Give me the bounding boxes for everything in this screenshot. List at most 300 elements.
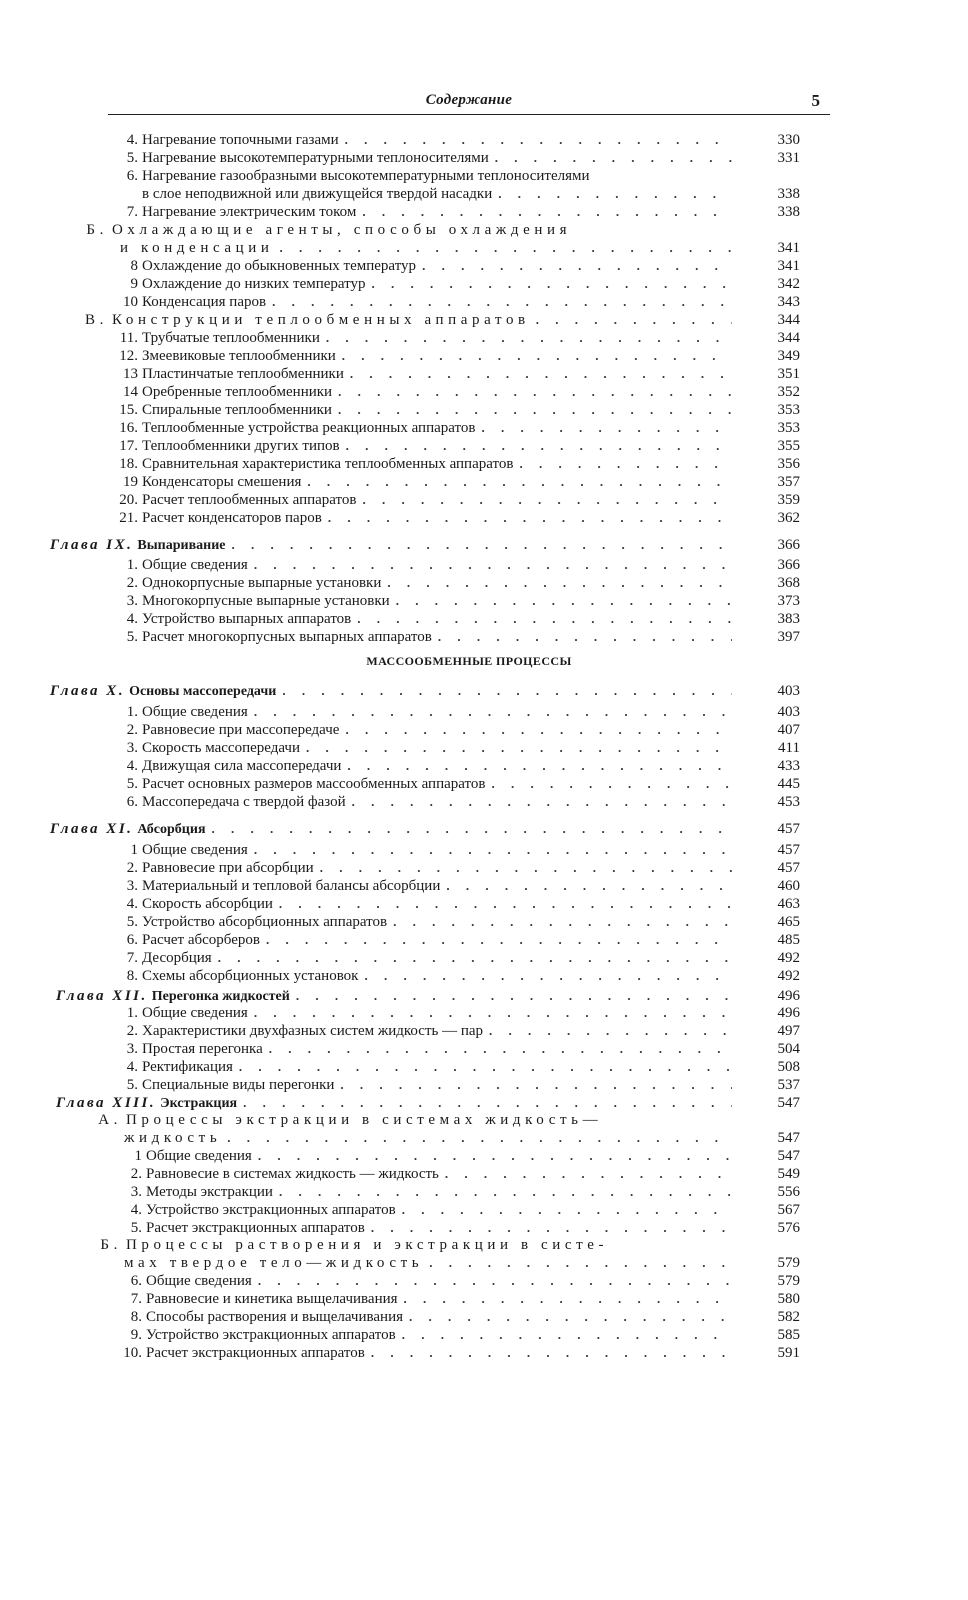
entry-title-continuation: в слое неподвижной или движущейся твердой насадки [142,186,493,202]
toc-entry-row [108,913,800,931]
entry-page-number: 366 [777,537,800,553]
dot-leader [371,1344,732,1362]
entry-number: 3. [126,1041,138,1057]
entry-page-number: 463 [777,896,800,912]
entry-number: 21. [119,510,138,526]
dot-leader [345,131,732,149]
dot-leader [404,1290,732,1308]
entry-number: 5. [130,1220,142,1236]
toc-entry-continuation [124,1254,800,1272]
entry-title: Спиральные теплообменники [142,402,332,418]
entry-number: 20. [119,492,138,508]
entry-title: Ректификация [142,1059,233,1075]
toc-entry-row [108,793,800,811]
toc-entry-row [108,1058,800,1076]
entry-number: 1 [130,842,138,858]
dot-leader [393,913,732,931]
entry-title: Общие сведения [142,842,248,858]
chapter-label: Глава X. [50,683,126,699]
entry-title: Экстракция [160,1096,238,1111]
dot-leader [338,383,732,401]
entry-number: 12. [119,348,138,364]
toc-entry-row [108,775,800,793]
toc-entry-row [112,1308,800,1326]
entry-page-number: 496 [777,1005,800,1021]
dot-leader [536,311,732,329]
entry-page-number: 508 [777,1059,800,1075]
entry-title: Охлаждение до низких температур [142,276,366,292]
entry-number: 10 [123,294,138,310]
toc-entry-row [108,149,800,167]
toc-chapter-row [56,987,800,1005]
entry-title: Процессы растворения и экстракции в систе- [126,1237,609,1253]
entry-page-number: 351 [777,366,800,382]
toc-entry-row [100,365,800,383]
entry-page-number: 403 [777,683,800,699]
entry-page-number: 457 [777,860,800,876]
dot-leader [350,365,732,383]
entry-page-number: 547 [777,1148,800,1164]
dot-leader [446,877,732,895]
dot-leader [489,1022,732,1040]
dot-leader [338,401,732,419]
entry-number: 4. [130,1202,142,1218]
entry-title: Конструкции теплообменных аппаратов [112,312,530,328]
entry-title: Абсорбция [137,822,206,837]
entry-number: 6. [130,1273,142,1289]
toc-entry-row [108,703,800,721]
dot-leader [279,1183,732,1201]
dot-leader [345,721,732,739]
entry-number: 6. [126,794,138,810]
toc-entry-row [108,1004,800,1022]
entry-page-number: 355 [777,438,800,454]
dot-leader [396,592,732,610]
toc-entry-row [108,257,800,275]
entry-number: 8. [126,968,138,984]
entry-title: Оребренные теплообменники [142,384,333,400]
entry-number: 2. [126,722,138,738]
toc-entry-row [108,931,800,949]
entry-number: 1. [126,704,138,720]
entry-title: Общие сведения [142,1005,248,1021]
toc-entry-row [112,1326,800,1344]
entry-title: Нагревание топочными газами [142,132,339,148]
entry-title: Скорость абсорбции [142,896,273,912]
dot-leader [495,149,732,167]
dot-leader [409,1308,732,1326]
entry-title: Общие сведения [146,1273,252,1289]
entry-page-number: 411 [778,740,800,756]
entry-number: 2. [126,860,138,876]
toc-entry-row [112,1344,800,1362]
entry-number: 17. [119,438,138,454]
entry-number: Б. [100,1237,122,1253]
entry-number: 9 [130,276,138,292]
entry-page-number: 344 [777,312,800,328]
dot-leader [320,859,732,877]
toc-entry-row [96,1111,738,1129]
running-header [108,90,830,115]
entry-page-number: 373 [777,593,800,609]
entry-page-number: 362 [777,510,800,526]
entry-page-number: 356 [777,456,800,472]
toc-entry-row [112,1183,800,1201]
entry-number: 7. [126,204,138,220]
entry-title-continuation: жидкость [124,1130,222,1146]
entry-page-number: 338 [777,204,800,220]
toc-entry-row [112,1147,800,1165]
entry-page-number: 338 [777,186,800,202]
entry-page-number: 465 [777,914,800,930]
entry-number: 18. [119,456,138,472]
entry-number: 4. [126,1059,138,1075]
entry-page-number: 341 [777,258,800,274]
entry-title: Устройство абсорбционных аппаратов [142,914,388,930]
entry-number: 3. [130,1184,142,1200]
entry-number: 6. [126,168,138,184]
dot-leader [340,1076,732,1094]
toc-entry-row [100,473,800,491]
entry-title: Расчет теплообменных аппаратов [142,492,357,508]
entry-number: 5. [126,150,138,166]
toc-entry-row [108,131,800,149]
entry-number: 5. [126,914,138,930]
entry-number: 2. [130,1166,142,1182]
dot-leader [239,1058,732,1076]
entry-title: Общие сведения [142,557,248,573]
entry-number: 14 [123,384,138,400]
dot-leader [258,1272,732,1290]
toc-entry-row [108,1022,800,1040]
entry-number: 5. [126,776,138,792]
entry-title: Характеристики двухфазных систем жидкость — пар [142,1023,484,1039]
toc-entry-row [112,1201,800,1219]
entry-title: Общие сведения [146,1148,252,1164]
entry-title: Конденсаторы смешения [142,474,302,490]
entry-page-number: 352 [777,384,800,400]
entry-title: Основы массопередачи [129,684,277,699]
section-heading: МАССООБМЕННЫЕ ПРОЦЕССЫ [366,654,572,668]
dot-leader [372,275,732,293]
entry-title: Однокорпусные выпарные установки [142,575,382,591]
toc-entry-row [108,1076,800,1094]
dot-leader [296,987,732,1005]
toc-entry-row [100,437,800,455]
entry-number: В. [85,312,108,328]
entry-page-number: 556 [777,1184,800,1200]
toc-entry-row [112,1272,800,1290]
entry-page-number: 547 [777,1095,800,1111]
toc-entry-row [100,347,800,365]
dot-leader [491,775,732,793]
entry-number: 1. [126,557,138,573]
entry-page-number: 457 [777,842,800,858]
toc-entry-row [108,739,800,757]
entry-number: 7. [130,1291,142,1307]
toc-entry-continuation [124,1129,800,1147]
entry-page-number: 582 [777,1309,800,1325]
dot-leader [498,185,732,203]
chapter-label: Глава XII. [56,988,148,1004]
toc-entry-row [108,592,800,610]
entry-number: 3. [126,878,138,894]
entry-title: Расчет основных размеров массообменных аппаратов [142,776,486,792]
entry-page-number: 342 [777,276,800,292]
toc-entry-row [112,1290,800,1308]
entry-title: Охлаждающие агенты, способы охлаждения [112,222,572,238]
dot-leader [352,793,732,811]
dot-leader [227,1129,732,1147]
entry-page-number: 397 [777,629,800,645]
entry-title: Расчет абсорберов [142,932,260,948]
dot-leader [328,509,732,527]
dot-leader [357,610,732,628]
entry-page-number: 579 [777,1255,800,1271]
toc-entry-row [100,419,800,437]
dot-leader [282,682,732,700]
entry-number: 8 [130,258,138,274]
toc-entry-row [108,841,800,859]
entry-page-number: 504 [777,1041,800,1057]
dot-leader [254,556,732,574]
toc-chapter-row [56,1094,800,1112]
dot-leader [445,1165,732,1183]
toc-entry-row [108,167,738,185]
dot-leader [307,473,732,491]
entry-page-number: 383 [777,611,800,627]
entry-page-number: 330 [777,132,800,148]
dot-leader [269,1040,732,1058]
entry-title: Конденсация паров [142,294,267,310]
chapter-label: Глава XI. [50,821,134,837]
entry-number: 1. [126,1005,138,1021]
toc-entry-continuation [142,185,800,203]
entry-title: Устройство выпарных аппаратов [142,611,352,627]
dot-leader [272,293,732,311]
dot-leader [326,329,732,347]
entry-number: 6. [126,932,138,948]
toc-entry-row [82,221,738,239]
entry-title: Способы растворения и выщелачивания [146,1309,403,1325]
entry-title: Многокорпусные выпарные установки [142,593,390,609]
toc-entry-row [100,491,800,509]
dot-leader [232,536,732,554]
entry-title: Нагревание высокотемпературными теплоносителями [142,150,489,166]
entry-title: Выпаривание [137,538,226,553]
entry-title: Нагревание газообразными высокотемпературными теплоносителями [142,168,590,184]
entry-number: 1 [134,1148,142,1164]
entry-number: 5. [126,629,138,645]
toc-entry-row [108,949,800,967]
dot-leader [254,1004,732,1022]
entry-page-number: 341 [777,240,800,256]
entry-title: Перегонка жидкостей [151,989,290,1004]
entry-page-number: 547 [777,1130,800,1146]
entry-page-number: 580 [777,1291,800,1307]
toc-entry-row [108,721,800,739]
dot-leader [402,1326,732,1344]
entry-title: Равновесие и кинетика выщелачивания [146,1291,398,1307]
entry-page-number: 453 [777,794,800,810]
entry-title-continuation: и конденсации [120,240,274,256]
entry-number: 4. [126,758,138,774]
entry-page-number: 579 [777,1273,800,1289]
entry-page-number: 585 [777,1327,800,1343]
dot-leader [266,931,732,949]
entry-page-number: 485 [777,932,800,948]
entry-title: Методы экстракции [146,1184,273,1200]
entry-title: Материальный и тепловой балансы абсорбции [142,878,441,894]
dot-leader [306,739,732,757]
entry-page-number: 457 [777,821,800,837]
entry-number: 2. [126,575,138,591]
entry-number: 5. [126,1077,138,1093]
entry-page-number: 549 [777,1166,800,1182]
dot-leader [279,895,732,913]
entry-number: 4. [126,611,138,627]
toc-chapter-row [50,536,800,554]
entry-page-number: 537 [777,1077,800,1093]
entry-page-number: 567 [777,1202,800,1218]
entry-title: Специальные виды перегонки [142,1077,335,1093]
entry-title: Нагревание электрическим током [142,204,357,220]
toc-entry-row [108,859,800,877]
dot-leader [402,1201,732,1219]
entry-title: Теплообменные устройства реакционных аппаратов [142,420,476,436]
dot-leader [218,949,732,967]
entry-number: 4. [126,896,138,912]
toc-entry-continuation [120,239,800,257]
toc-entry-row [96,1236,738,1254]
entry-number: 7. [126,950,138,966]
entry-number: 8. [130,1309,142,1325]
chapter-label: Глава IX. [50,537,134,553]
toc-entry-row [108,967,800,985]
entry-title: Общие сведения [142,704,248,720]
entry-page-number: 591 [777,1345,800,1361]
toc-chapter-row [50,682,800,700]
entry-page-number: 492 [777,968,800,984]
dot-leader [362,203,732,221]
dot-leader [254,841,732,859]
entry-number: Б. [86,222,108,238]
entry-title: Расчет экстракционных аппаратов [146,1345,365,1361]
entry-title: Змеевиковые теплообменники [142,348,336,364]
page-number: 5 [811,91,820,110]
entry-title: Процессы экстракции в системах жидкость— [126,1112,603,1128]
entry-page-number: 357 [777,474,800,490]
entry-title: Расчет многокорпусных выпарных аппаратов [142,629,432,645]
toc-entry-row [100,329,800,347]
entry-title: Пластинчатые теплообменники [142,366,344,382]
entry-title: Массопередача с твердой фазой [142,794,346,810]
dot-leader [364,967,732,985]
dot-leader [429,1254,732,1272]
entry-title: Расчет экстракционных аппаратов [146,1220,365,1236]
dot-leader [422,257,732,275]
entry-page-number: 460 [777,878,800,894]
dot-leader [347,757,732,775]
entry-number: 13 [123,366,138,382]
entry-number: 3. [126,740,138,756]
entry-number: 4. [126,132,138,148]
entry-number: 19 [123,474,138,490]
entry-page-number: 368 [777,575,800,591]
entry-number: 9. [130,1327,142,1343]
toc-chapter-row [50,820,800,838]
entry-page-number: 349 [777,348,800,364]
dot-leader [243,1094,732,1112]
entry-number: 11. [119,330,138,346]
dot-leader [212,820,732,838]
entry-title: Равновесие при массопередаче [142,722,340,738]
entry-title: Десорбция [142,950,212,966]
entry-number: 10. [123,1345,142,1361]
entry-page-number: 331 [777,150,800,166]
entry-number: 16. [119,420,138,436]
entry-page-number: 492 [777,950,800,966]
entry-title: Равновесие в системах жидкость — жидкость [146,1166,439,1182]
running-title: Содержание [425,92,513,108]
entry-page-number: 366 [777,557,800,573]
entry-number: 3. [126,593,138,609]
toc-entry-row [100,383,800,401]
entry-page-number: 353 [777,420,800,436]
entry-page-number: 353 [777,402,800,418]
entry-page-number: 407 [777,722,800,738]
dot-leader [346,437,732,455]
entry-page-number: 359 [777,492,800,508]
entry-title: Простая перегонка [142,1041,263,1057]
entry-title: Сравнительная характеристика теплообменных аппаратов [142,456,514,472]
entry-title: Устройство экстракционных аппаратов [146,1202,396,1218]
toc-entry-row [100,401,800,419]
toc-entry-row [112,1165,800,1183]
toc-entry-row [112,1219,800,1237]
toc-entry-row [108,757,800,775]
dot-leader [519,455,732,473]
entry-title: Скорость массопередачи [142,740,300,756]
entry-page-number: 343 [777,294,800,310]
dot-leader [481,419,732,437]
entry-page-number: 576 [777,1220,800,1236]
dot-leader [258,1147,732,1165]
toc-entry-row [100,509,800,527]
entry-title: Равновесие при абсорбции [142,860,314,876]
chapter-label: Глава XIII. [56,1095,157,1111]
dot-leader [342,347,732,365]
dot-leader [387,574,732,592]
entry-page-number: 445 [777,776,800,792]
toc-entry-row [108,203,800,221]
entry-title: Схемы абсорбционных установок [142,968,359,984]
entry-title-continuation: мах твердое тело—жидкость [124,1255,424,1271]
toc-entry-row [108,556,800,574]
toc-entry-row [108,293,800,311]
toc-entry-row [108,1040,800,1058]
entry-page-number: 344 [777,330,800,346]
entry-title: Теплообменники других типов [142,438,340,454]
toc-entry-row [108,895,800,913]
entry-number: 2. [126,1023,138,1039]
entry-title: Движущая сила массопередачи [142,758,342,774]
entry-number: 15. [119,402,138,418]
entry-page-number: 497 [777,1023,800,1039]
dot-leader [438,628,732,646]
entry-title: Охлаждение до обыкновенных температур [142,258,417,274]
dot-leader [363,491,733,509]
